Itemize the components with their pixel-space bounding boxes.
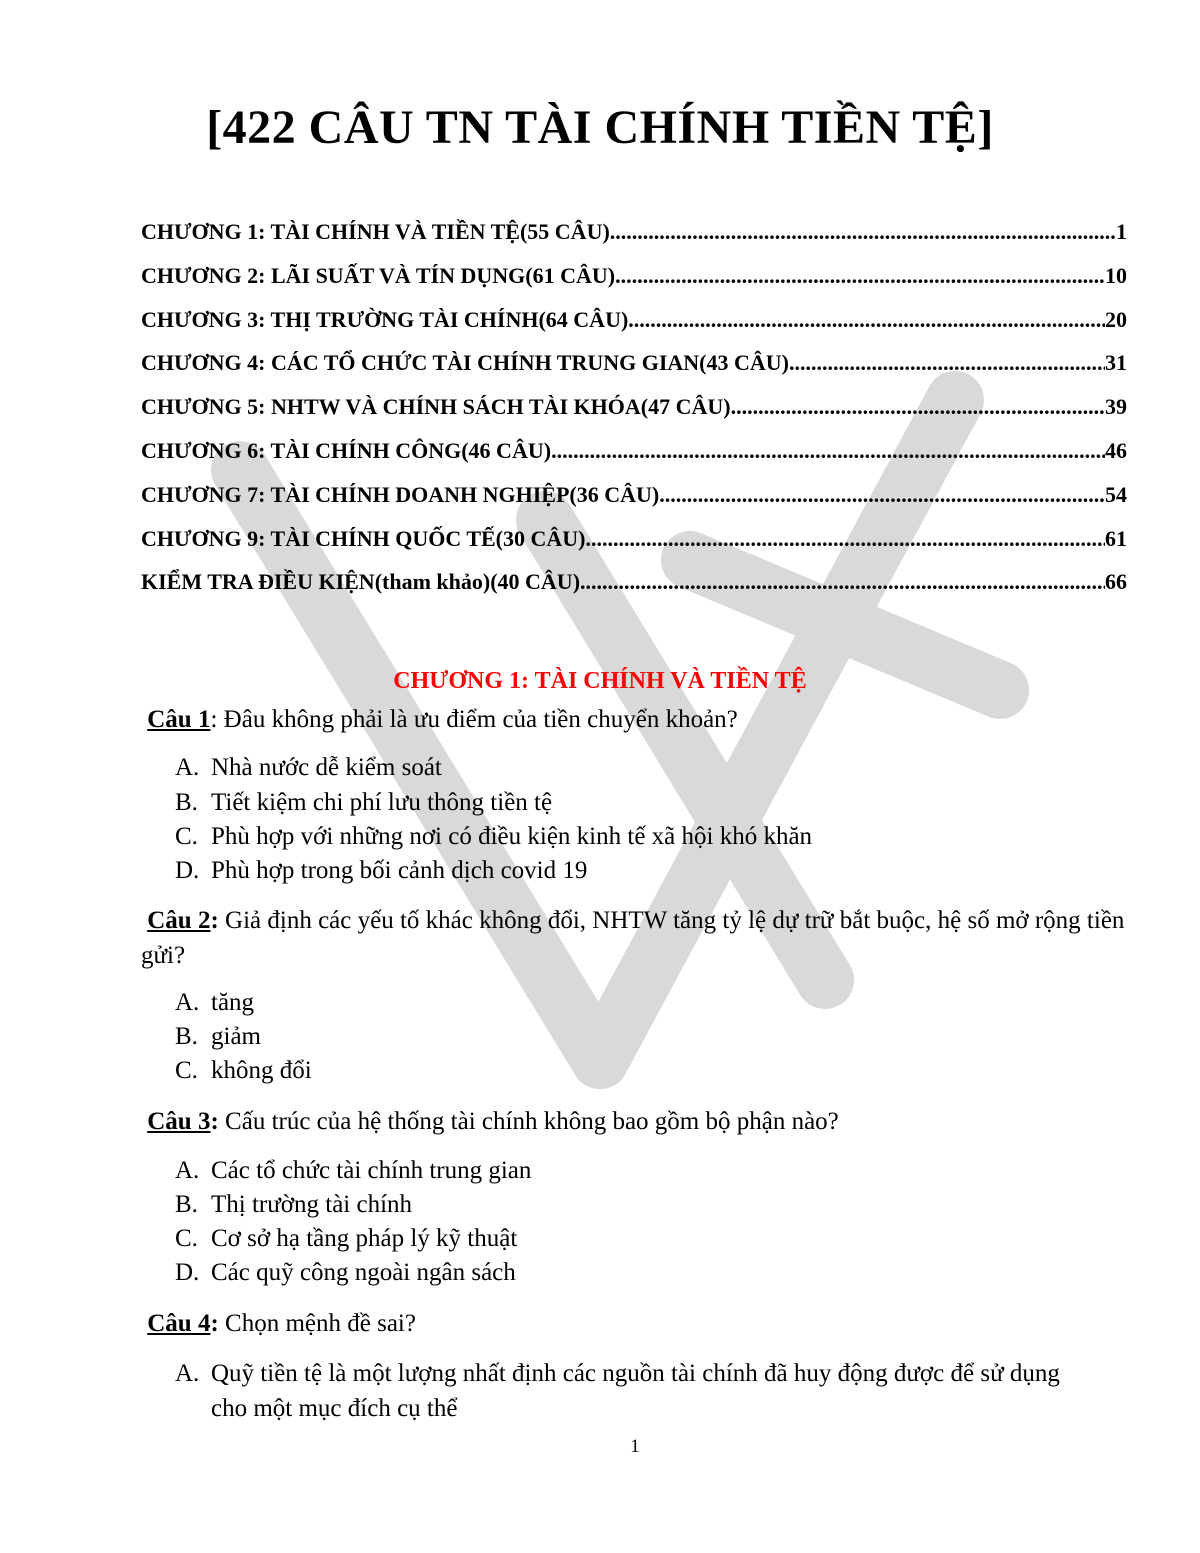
toc-entry-title: KIỂM TRA ĐIỀU KIỆN(tham khảo)(40 CÂU) xyxy=(141,569,581,595)
option-text: giảm xyxy=(211,1023,261,1050)
toc-leader-dots xyxy=(731,394,1105,420)
option-letter: B. xyxy=(175,789,198,816)
toc-entry-page: 39 xyxy=(1105,394,1127,420)
option-text: Các tổ chức tài chính trung gian xyxy=(211,1157,532,1184)
toc-entry[interactable] xyxy=(141,350,1127,394)
question-text: Chọn mệnh đề sai? xyxy=(225,1310,416,1337)
answer-option xyxy=(175,985,254,1020)
option-letter: D. xyxy=(175,857,200,884)
question-1: Câu 1: Đâu không phải là ưu điểm của tiền chuyển khoản? xyxy=(147,706,738,733)
question-label: Câu 2 xyxy=(147,907,211,934)
option-letter: D. xyxy=(175,1259,200,1286)
toc-entry-page: 61 xyxy=(1105,525,1127,551)
option-letter: A. xyxy=(175,1157,200,1184)
answer-option xyxy=(175,1053,312,1088)
answer-option xyxy=(175,1221,517,1256)
option-text: Thị trường tài chính xyxy=(211,1191,413,1218)
question-text: Cấu trúc của hệ thống tài chính không bao gồm bộ phận nào? xyxy=(225,1108,839,1135)
answer-option xyxy=(175,1255,516,1290)
option-text: Phù hợp trong bối cảnh dịch covid 19 xyxy=(211,857,588,884)
toc-entry[interactable] xyxy=(141,263,1127,307)
toc-entry-page: 1 xyxy=(1116,219,1127,244)
question-label: Câu 4 xyxy=(147,1310,211,1337)
toc-leader-dots xyxy=(789,350,1105,376)
toc-entry-page: 54 xyxy=(1105,481,1127,507)
toc-entry-title: CHƯƠNG 9: TÀI CHÍNH QUỐC TẾ(30 CÂU) xyxy=(141,525,586,551)
option-text: Cơ sở hạ tầng pháp lý kỹ thuật xyxy=(211,1225,518,1252)
toc-entry-title: CHƯƠNG 1: TÀI CHÍNH VÀ TIỀN TỆ(55 CÂU) xyxy=(141,219,610,244)
page-number: 1 xyxy=(630,1436,640,1457)
toc-entry[interactable] xyxy=(141,438,1127,482)
toc-leader-dots xyxy=(628,307,1105,333)
option-letter: A. xyxy=(175,989,200,1016)
question-4: Câu 4: Chọn mệnh đề sai? xyxy=(147,1310,416,1337)
answer-option xyxy=(175,1153,531,1188)
toc-entry-page: 20 xyxy=(1105,306,1127,332)
option-letter: C. xyxy=(175,1057,198,1084)
option-text: Các quỹ công ngoài ngân sách xyxy=(211,1259,516,1286)
toc-entry-title: CHƯƠNG 4: CÁC TỔ CHỨC TÀI CHÍNH TRUNG GIAN(43 CÂU) xyxy=(141,350,790,376)
table-of-contents xyxy=(141,219,1127,613)
toc-leader-dots xyxy=(610,219,1116,245)
answer-option xyxy=(175,1019,261,1054)
option-text: Nhà nước dễ kiểm soát xyxy=(211,754,442,781)
toc-entry-page: 31 xyxy=(1105,350,1127,376)
option-letter: A. xyxy=(175,1360,200,1387)
toc-leader-dots xyxy=(551,438,1105,464)
toc-leader-dots xyxy=(659,482,1105,508)
toc-entry[interactable] xyxy=(141,526,1127,570)
option-text: tăng xyxy=(211,989,255,1016)
option-letter: B. xyxy=(175,1023,198,1050)
answer-option xyxy=(175,785,552,820)
toc-entry-title: CHƯƠNG 2: LÃI SUẤT VÀ TÍN DỤNG(61 CÂU) xyxy=(141,262,616,288)
answer-option xyxy=(175,1356,1075,1426)
toc-entry-title: CHƯƠNG 7: TÀI CHÍNH DOANH NGHIỆP(36 CÂU) xyxy=(141,481,660,507)
toc-leader-dots xyxy=(615,263,1105,289)
option-letter: A. xyxy=(175,754,200,781)
toc-entry[interactable] xyxy=(141,307,1127,351)
toc-leader-dots xyxy=(580,569,1105,595)
answer-option xyxy=(175,853,587,888)
question-2: Câu 2: Giả định các yếu tố khác không đổi, NHTW tăng tỷ lệ dự trữ bắt buộc, hệ số mở rộng tiền gửi? xyxy=(141,907,1125,969)
toc-entry-title: CHƯƠNG 3: THỊ TRƯỜNG TÀI CHÍNH(64 CÂU) xyxy=(141,306,629,332)
question-3: Câu 3: Cấu trúc của hệ thống tài chính không bao gồm bộ phận nào? xyxy=(147,1108,839,1135)
toc-entry-page: 46 xyxy=(1105,437,1127,463)
chapter-heading: CHƯƠNG 1: TÀI CHÍNH VÀ TIỀN TỆ xyxy=(393,668,807,694)
toc-entry[interactable] xyxy=(141,569,1127,613)
question-text: Đâu không phải là ưu điểm của tiền chuyển khoản? xyxy=(223,706,738,733)
option-letter: B. xyxy=(175,1191,198,1218)
option-text: Tiết kiệm chi phí lưu thông tiền tệ xyxy=(211,789,553,816)
option-text: Quỹ tiền tệ là một lượng nhất định các nguồn tài chính đã huy động được để sử dụng cho một mục đích cụ thể xyxy=(211,1360,1060,1422)
question-label: Câu 1 xyxy=(147,706,211,733)
toc-entry-title: CHƯƠNG 6: TÀI CHÍNH CÔNG(46 CÂU) xyxy=(141,437,552,463)
option-letter: C. xyxy=(175,1225,198,1252)
toc-entry-page: 10 xyxy=(1105,262,1127,288)
toc-leader-dots xyxy=(586,526,1105,552)
toc-entry[interactable] xyxy=(141,394,1127,438)
question-label: Câu 3 xyxy=(147,1108,211,1135)
answer-option xyxy=(175,1187,412,1222)
option-letter: C. xyxy=(175,823,198,850)
answer-option xyxy=(175,750,442,785)
toc-entry-title: CHƯƠNG 5: NHTW VÀ CHÍNH SÁCH TÀI KHÓA(47 CÂU) xyxy=(141,394,731,420)
answer-option xyxy=(175,819,812,854)
question-text: Giả định các yếu tố khác không đổi, NHTW tăng tỷ lệ dự trữ bắt buộc, hệ số mở rộng tiền gửi? xyxy=(141,907,1125,969)
option-text: không đổi xyxy=(211,1057,312,1084)
toc-entry[interactable] xyxy=(141,482,1127,526)
toc-entry-page: 66 xyxy=(1105,569,1127,595)
option-text: Phù hợp với những nơi có điều kiện kinh tế xã hội khó khăn xyxy=(211,823,813,850)
toc-entry[interactable] xyxy=(141,219,1127,263)
document-title: [422 CÂU TN TÀI CHÍNH TIỀN TỆ] xyxy=(206,101,994,154)
